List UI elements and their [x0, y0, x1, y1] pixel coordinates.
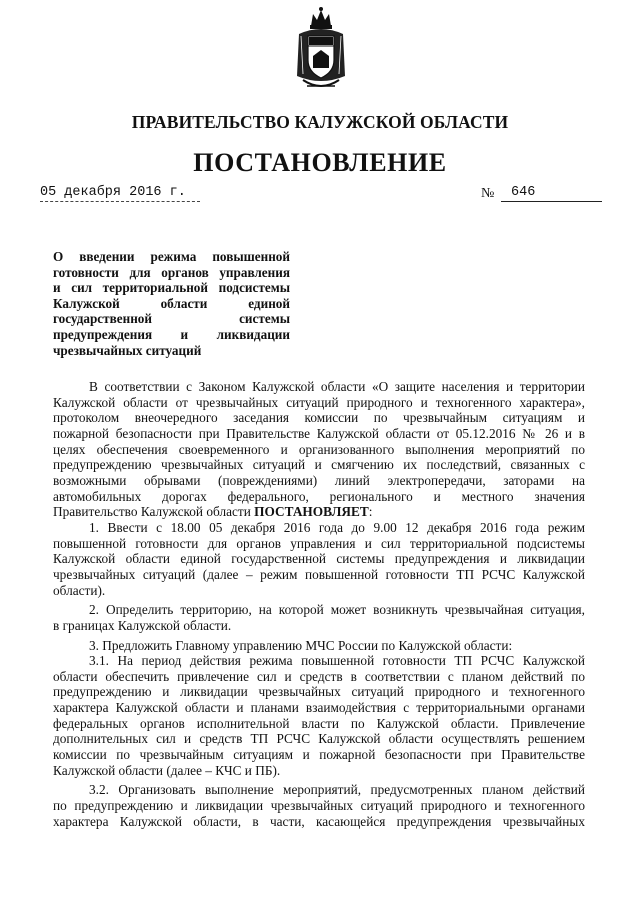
- document-type-title: ПОСТАНОВЛЕНИЕ: [193, 148, 447, 177]
- body-line: в границах Калужской области.: [53, 617, 232, 633]
- document-body: [53, 379, 585, 829]
- body-line: дополнительных сил и средств ТП РСЧС Калужской области осуществлять решением: [53, 731, 585, 747]
- body-line: чрезвычайных ситуаций (далее – режим повышенной готовности ТП РСЧС Калужской: [53, 566, 585, 582]
- body-line: предупреждению и ликвидации чрезвычайных ситуаций природного и техногенного: [53, 684, 585, 700]
- body-line: возможными обрывами (повреждениями) линий электропередачи, заторами на: [53, 472, 585, 488]
- body-line: комиссии по чрезвычайным ситуациям и пожарной безопасности при Правительстве: [53, 747, 585, 763]
- body-line: целях обеспечения своевременного и организованного выполнения мероприятий по: [53, 441, 585, 457]
- body-line: области).: [53, 582, 106, 598]
- body-line: В соответствии с Законом Калужской области «О защите населения и территории: [89, 379, 585, 394]
- resolves-keyword: ПОСТАНОВЛЯЕТ: [254, 504, 369, 520]
- body-line: 2. Определить территорию, на которой может возникнуть чрезвычайная ситуация,: [89, 602, 585, 618]
- body-line: 3. Предложить Главному управлению МЧС России по Калужской области:: [89, 637, 513, 653]
- coat-of-arms-emblem: [293, 6, 349, 96]
- government-title: ПРАВИТЕЛЬСТВО КАЛУЖСКОЙ ОБЛАСТИ: [131, 112, 509, 132]
- body-line: Калужской области единой государственной системы предупреждения и ликвидации: [53, 551, 585, 567]
- document-date: 05 декабря 2016 г.: [40, 185, 200, 202]
- number-label: №: [481, 186, 495, 201]
- document-number: 646: [501, 185, 602, 202]
- body-line: характера Калужской области, в части, касающейся предупреждения чрезвычайных: [53, 813, 585, 829]
- body-line: 3.2. Организовать выполнение мероприятий, предусмотренных планом действий: [89, 782, 585, 798]
- subject-line: О введении режима повышенной: [53, 249, 290, 264]
- subject-line: готовности для органов управления: [53, 264, 290, 280]
- document-subject: [53, 249, 290, 358]
- body-line: повышенной готовности для органов управления и сил территориальной подсистемы: [53, 535, 585, 551]
- resolves-suffix: :: [368, 504, 373, 520]
- resolves-prefix: Правительство Калужской области: [53, 504, 255, 520]
- subject-line: чрезвычайных ситуаций: [53, 342, 202, 358]
- body-line: предупреждению чрезвычайных ситуаций и смягчению их последствий, связанных с: [53, 457, 585, 473]
- subject-line: Калужской области единой: [53, 295, 290, 311]
- body-line: Калужской области (далее – КЧС и ПБ).: [53, 762, 281, 778]
- body-line: 1. Ввести с 18.00 05 декабря 2016 года до 9.00 12 декабря 2016 года режим: [89, 519, 585, 535]
- subject-line: государственной системы: [53, 311, 290, 327]
- body-line: автомобильных дорогах федерального, регионального и местного значения: [53, 488, 585, 504]
- body-line: пожарной безопасности при Правительстве Калужской области от 05.12.2016 № 26 и в: [53, 425, 585, 441]
- body-line: по предупреждению и ликвидации чрезвычайных ситуаций природного и техногенного: [53, 798, 585, 814]
- body-line: 3.1. На период действия режима повышенной готовности ТП РСЧС Калужской: [89, 653, 585, 669]
- body-line: Калужской области от чрезвычайных ситуаций природного и техногенного характера»,: [53, 394, 585, 410]
- body-line: области обеспечить привлечение сил и средств в соответствии с планом действий по: [53, 668, 585, 684]
- body-line: характера Калужской области и планами взаимодействия с территориальными органами: [53, 700, 585, 716]
- body-line: протоколом внеочередного заседания комиссии по чрезвычайным ситуациям и: [53, 410, 585, 426]
- subject-line: и сил территориальной подсистемы: [53, 280, 290, 296]
- body-line-resolves: [53, 504, 585, 520]
- subject-line: предупреждения и ликвидации: [53, 326, 290, 342]
- body-line: федеральных органов исполнительной власти по Калужской области. Привлечение: [53, 715, 585, 731]
